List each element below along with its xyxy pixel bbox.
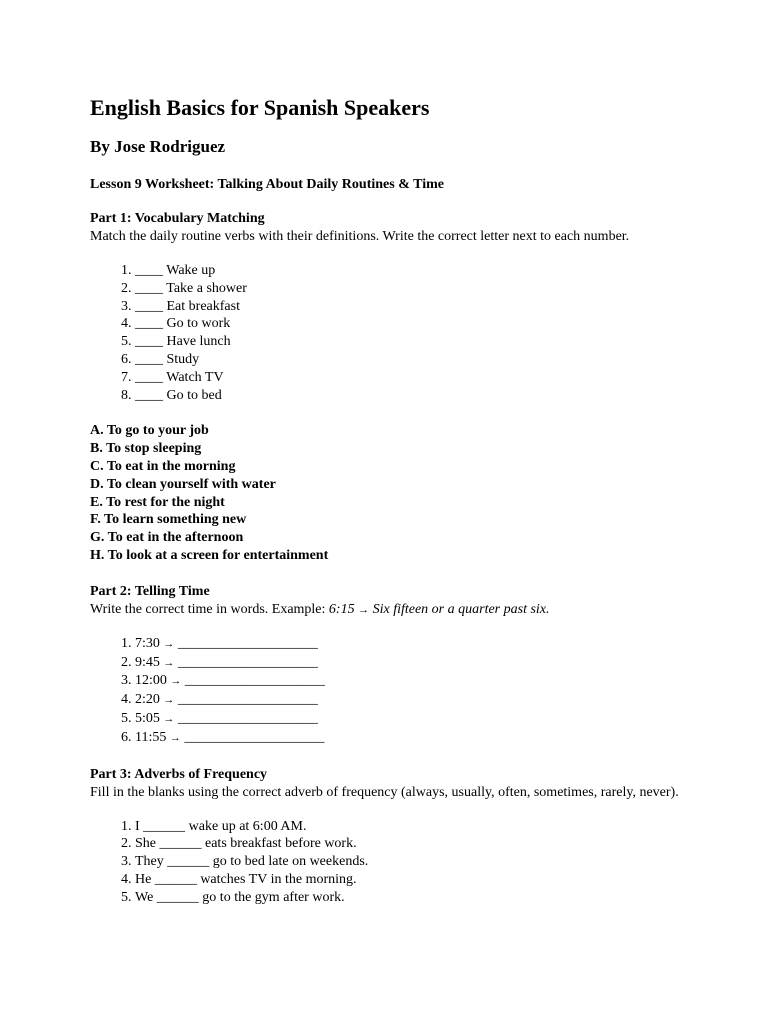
time-item — [135, 710, 708, 729]
adverb-item: 5. We ______ go to the gym after work. — [135, 889, 708, 907]
arrow-icon: → — [163, 656, 175, 669]
arrow-icon: → — [163, 694, 175, 707]
answer-blank: ____________________ — [177, 635, 318, 651]
vocab-item: 3. ____ Eat breakfast — [135, 298, 708, 316]
time-item — [135, 635, 708, 654]
answer-blank: ____________________ — [177, 654, 318, 670]
part1-title: Part 1: Vocabulary Matching — [90, 211, 265, 226]
part3-adverb-list — [90, 818, 708, 907]
definition-item: G. To eat in the afternoon — [90, 530, 244, 546]
answer-blank: ____________________ — [177, 710, 318, 726]
vocab-item: 8. ____ Go to bed — [135, 387, 708, 405]
part2-instructions-prefix: Write the correct time in words. Example: — [90, 601, 329, 617]
adverb-item: 1. I ______ wake up at 6:00 AM. — [135, 818, 708, 836]
part1-instructions: Match the daily routine verbs with their definitions. Write the correct letter next to each number. — [90, 229, 630, 244]
arrow-icon: → — [163, 712, 175, 725]
time-value: 11:55 — [135, 729, 167, 745]
adverb-item: 3. They ______ go to bed late on weekends. — [135, 853, 708, 871]
example-answer: Six fifteen or a quarter past six. — [372, 601, 550, 617]
vocab-item: 4. ____ Go to work — [135, 315, 708, 333]
part1-vocab-list — [90, 262, 708, 404]
time-item — [135, 729, 708, 748]
adverb-item: 2. She ______ eats breakfast before work. — [135, 835, 708, 853]
time-item — [135, 654, 708, 673]
definition-item: F. To learn something new — [90, 512, 247, 528]
definition-item: A. To go to your job — [90, 423, 209, 439]
part2-instructions — [90, 601, 690, 619]
arrow-icon: → — [163, 637, 175, 650]
definition-item: H. To look at a screen for entertainment — [90, 547, 329, 563]
time-value: 5:05 — [135, 710, 160, 726]
answer-blank: ____________________ — [177, 692, 318, 708]
time-value: 9:45 — [135, 654, 160, 670]
definition-item: D. To clean yourself with water — [90, 476, 276, 492]
vocab-item: 1. ____ Wake up — [135, 262, 708, 280]
vocab-item: 5. ____ Have lunch — [135, 333, 708, 351]
lesson-heading: Lesson 9 Worksheet: Talking About Daily Routines & Time — [90, 177, 444, 192]
part2-time-list — [90, 635, 708, 748]
time-value: 7:30 — [135, 635, 160, 651]
vocab-item: 2. ____ Take a shower — [135, 280, 708, 298]
part2-title: Part 2: Telling Time — [90, 583, 210, 599]
part3-instructions: Fill in the blanks using the correct adverb of frequency (always, usually, often, sometimes, rarely, never). — [90, 784, 679, 800]
time-value: 2:20 — [135, 692, 160, 708]
time-item — [135, 691, 708, 710]
definition-item: E. To rest for the night — [90, 494, 225, 510]
vocab-item: 7. ____ Watch TV — [135, 369, 708, 387]
part3-title: Part 3: Adverbs of Frequency — [90, 766, 268, 782]
answer-blank: ____________________ — [184, 673, 325, 689]
arrow-icon: → — [169, 731, 181, 744]
author-line: By Jose Rodriguez — [90, 137, 226, 156]
time-value: 12:00 — [135, 673, 167, 689]
time-item — [135, 672, 708, 691]
arrow-icon: → — [358, 603, 370, 616]
answer-blank: ____________________ — [184, 729, 325, 745]
definition-item: C. To eat in the morning — [90, 458, 236, 474]
definition-item: B. To stop sleeping — [90, 441, 202, 457]
vocab-item: 6. ____ Study — [135, 351, 708, 369]
example-time: 6:15 — [328, 601, 355, 617]
part1-definitions — [90, 422, 708, 564]
document-title: English Basics for Spanish Speakers — [90, 95, 430, 120]
adverb-item: 4. He ______ watches TV in the morning. — [135, 871, 708, 889]
arrow-icon: → — [170, 675, 182, 688]
